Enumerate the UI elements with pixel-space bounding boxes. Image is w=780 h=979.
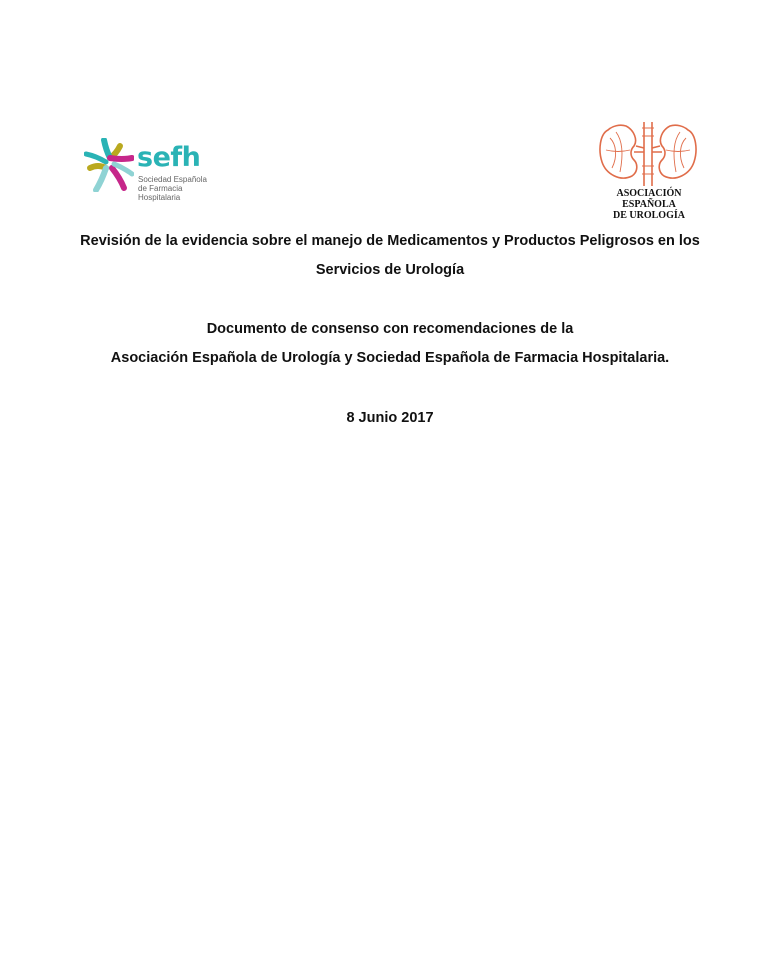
sefh-logo: [84, 138, 224, 202]
document-date: 8 Junio 2017: [346, 410, 434, 426]
sefh-wordmark: sefh: [137, 142, 201, 173]
sefh-logo-icon: [84, 138, 134, 192]
document-title-line1: Revisión de la evidencia sobre el manejo de Medicamentos y Productos Peligrosos en los: [80, 233, 700, 249]
document-title-line2: Servicios de Urología: [315, 262, 465, 278]
document-subtitle-line1: Documento de consenso con recomendaciones de la: [206, 321, 574, 337]
aeu-name-line1: ASOCIACIÓN ESPAÑOLA: [616, 188, 682, 210]
document-subtitle-line2: Asociación Española de Urología y Sociedad Española de Farmacia Hospitalaria.: [110, 350, 670, 366]
kidneys-icon: [598, 122, 698, 186]
sefh-subtitle: [138, 175, 224, 202]
sefh-subtitle-line2: de Farmacia Hospitalaria: [138, 184, 183, 202]
sefh-subtitle-line1: Sociedad Española: [138, 175, 207, 184]
aeu-name-line2: DE UROLOGÍA: [613, 210, 685, 221]
aeu-logo: [590, 122, 708, 221]
aeu-name: [590, 188, 708, 221]
